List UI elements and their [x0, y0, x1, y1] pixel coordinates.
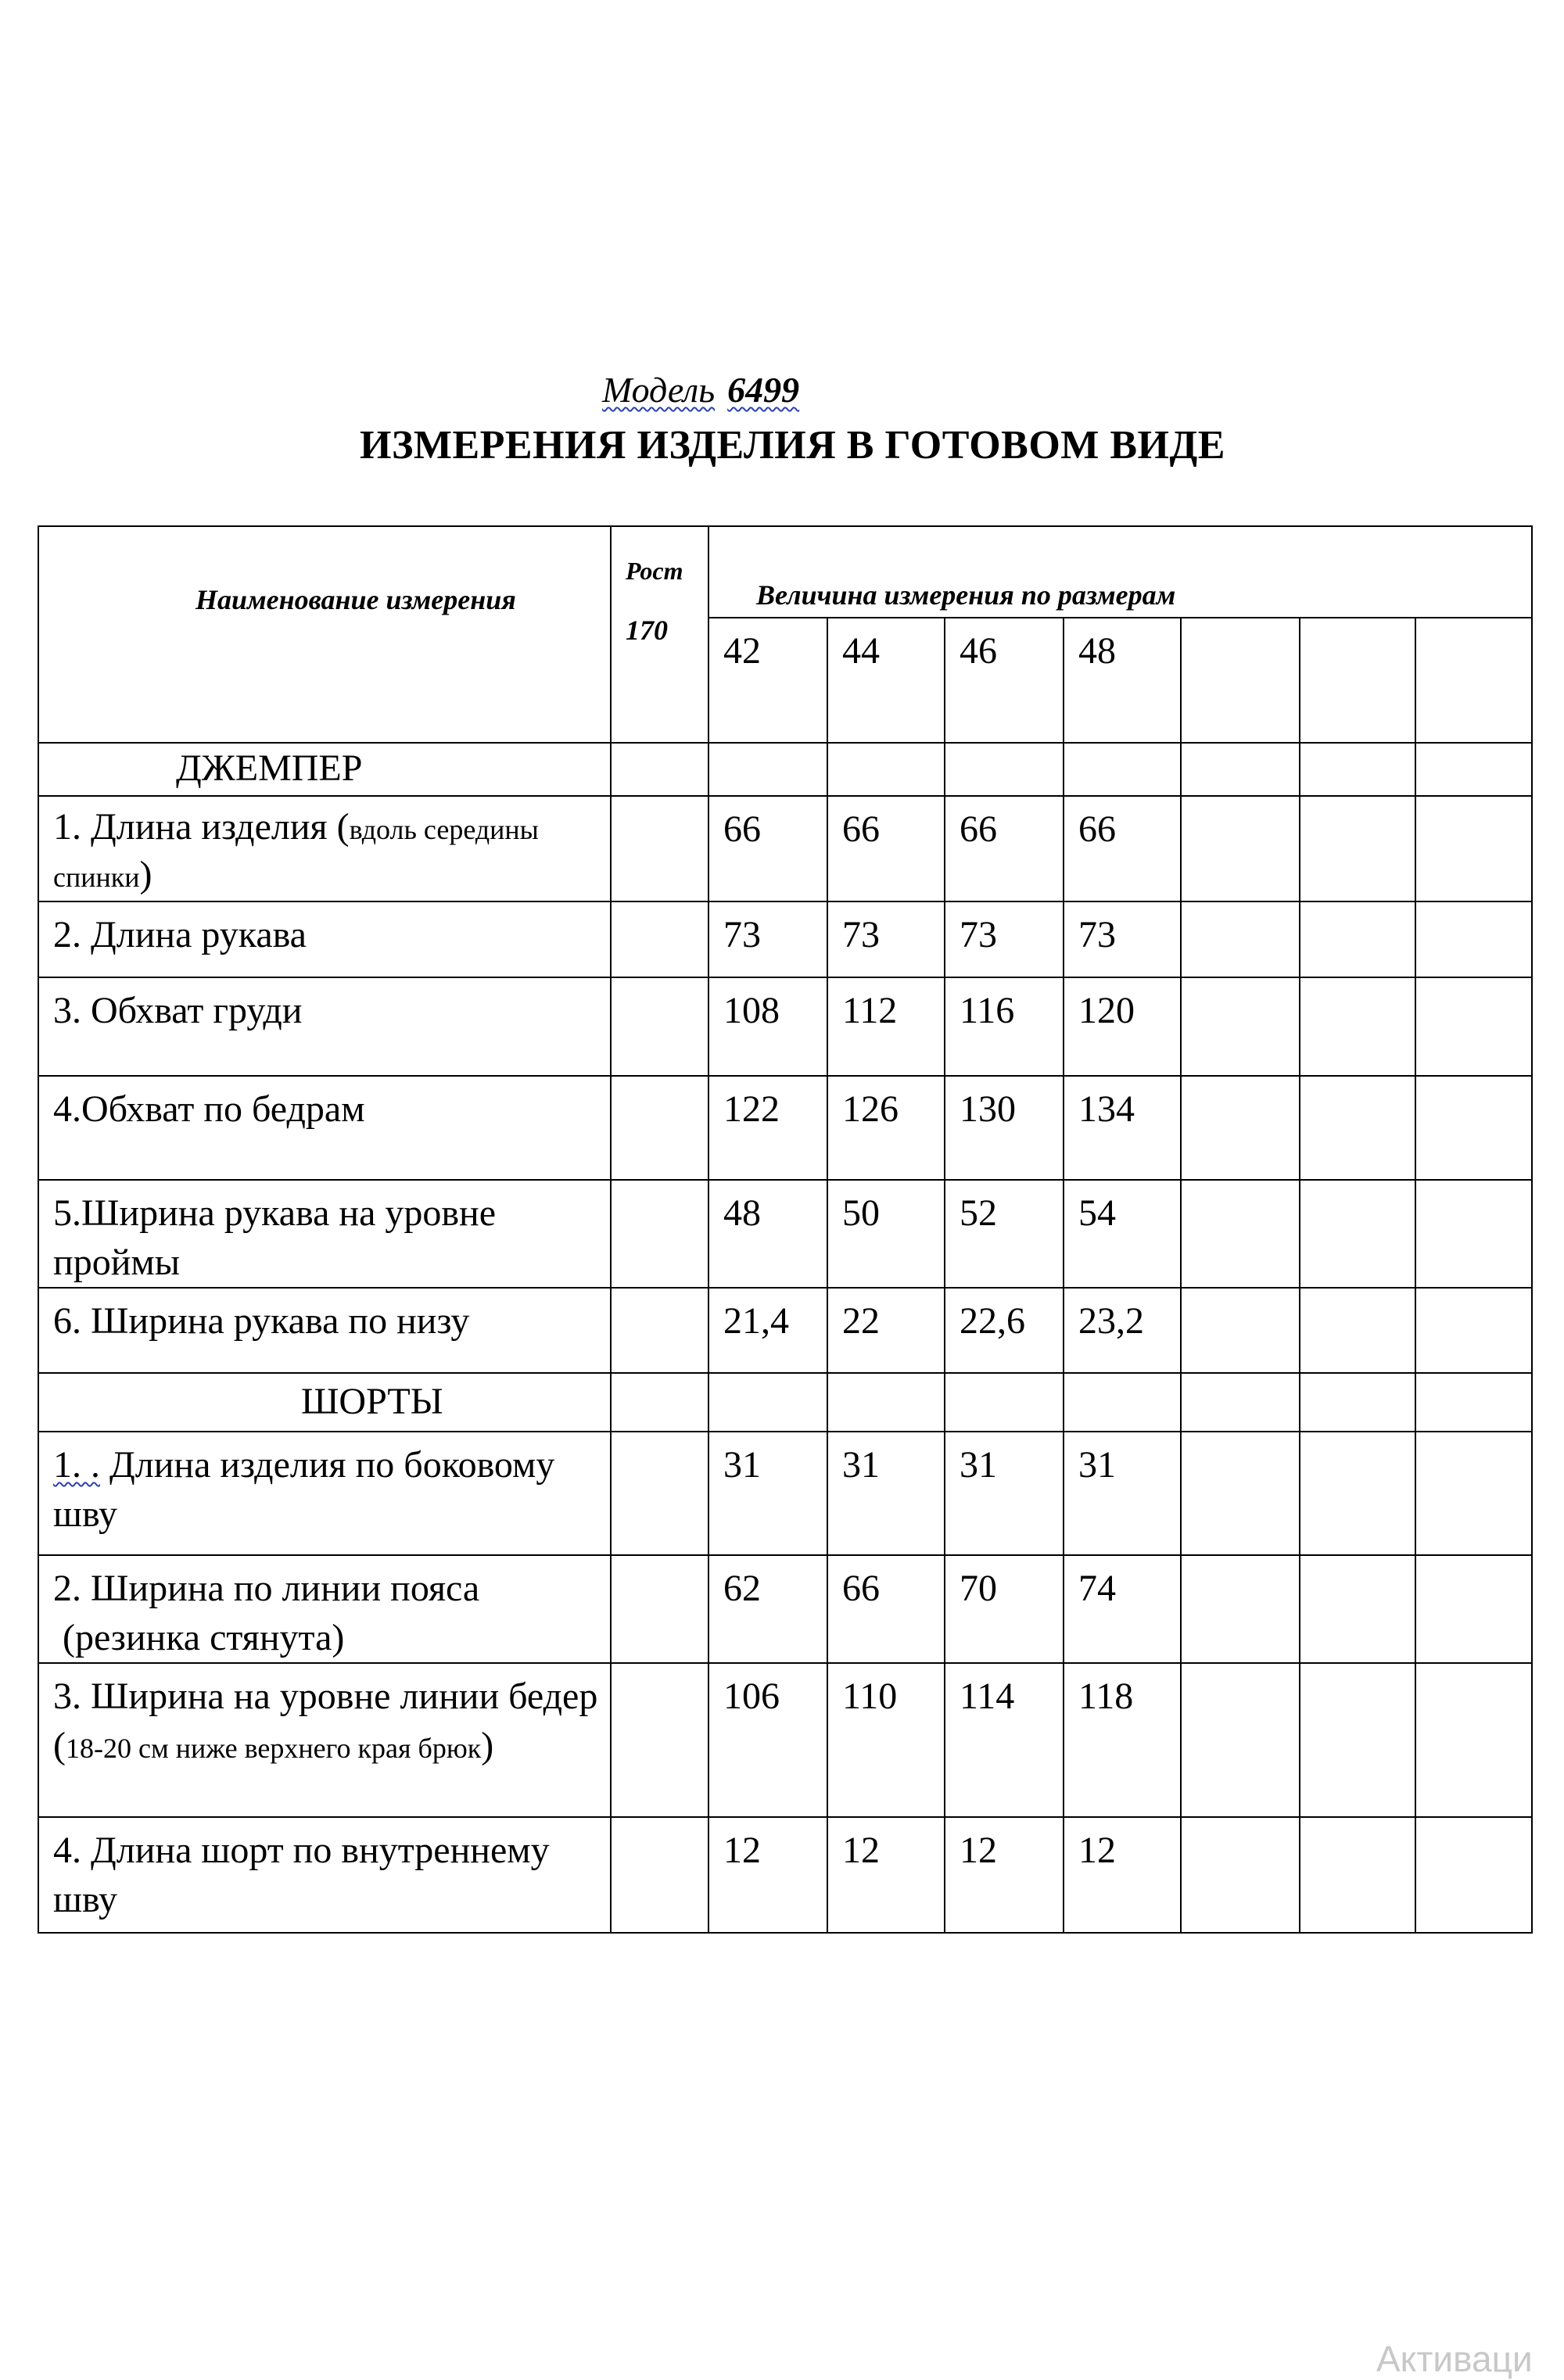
section-title-cell — [38, 1373, 611, 1432]
value-cell: 12 — [945, 1817, 1064, 1933]
table-row — [38, 901, 1532, 977]
value-cell: 130 — [945, 1076, 1064, 1180]
size-48: 48 — [1064, 618, 1181, 743]
table-row — [38, 1432, 1532, 1555]
sizes-header-cell — [708, 526, 1532, 618]
value-cell: 120 — [1064, 977, 1181, 1076]
value-cell: 118 — [1064, 1663, 1181, 1817]
height-header-cell — [611, 526, 708, 743]
value-cell: 126 — [827, 1076, 945, 1180]
measurement-name: 4. Длина шорт по внутреннему шву — [38, 1817, 611, 1933]
value-cell: 66 — [945, 796, 1064, 901]
value-cell: 12 — [827, 1817, 945, 1933]
value-cell: 73 — [1064, 901, 1181, 977]
value-cell: 110 — [827, 1663, 945, 1817]
value-cell: 73 — [945, 901, 1064, 977]
value-cell: 70 — [945, 1555, 1064, 1663]
value-cell: 22 — [827, 1288, 945, 1373]
measurement-note-end: ) — [481, 1725, 494, 1766]
measurements-table — [38, 525, 1533, 1934]
value-cell: 112 — [827, 977, 945, 1076]
measurement-note-end: ) — [139, 854, 152, 895]
measurement-name: 6. Ширина рукава по низу — [38, 1288, 611, 1373]
section-title-shorts: ШОРТЫ — [301, 1381, 443, 1422]
value-cell: 116 — [945, 977, 1064, 1076]
table-row — [38, 977, 1532, 1076]
section-title-jumper: ДЖЕМПЕР — [176, 747, 363, 789]
value-cell: 66 — [827, 796, 945, 901]
value-cell: 12 — [708, 1817, 827, 1933]
size-44: 44 — [827, 618, 945, 743]
size-42: 42 — [708, 618, 827, 743]
measurement-name-text: 2. Ширина по линии пояса — [53, 1568, 480, 1609]
table-row — [38, 1663, 1532, 1817]
value-cell: 66 — [708, 796, 827, 901]
empty-cell — [1415, 618, 1532, 743]
height-label: Рост — [626, 557, 683, 585]
measurement-name: 5.Ширина рукава на уровне проймы — [38, 1180, 611, 1288]
measurement-name — [38, 796, 611, 901]
value-cell: 12 — [1064, 1817, 1181, 1933]
table-row — [38, 1817, 1532, 1933]
value-cell: 31 — [708, 1432, 827, 1555]
value-cell: 31 — [1064, 1432, 1181, 1555]
section-row — [38, 743, 1532, 796]
table-row — [38, 1180, 1532, 1288]
measurement-name-header: Наименование измерения — [196, 584, 516, 615]
measurement-name: 3. Обхват груди — [38, 977, 611, 1076]
value-cell: 122 — [708, 1076, 827, 1180]
measurement-name: 2. Длина рукава — [38, 901, 611, 977]
header-row — [38, 526, 1532, 618]
measurement-name-text: Длина изделия по боковому шву — [53, 1444, 555, 1535]
value-cell: 108 — [708, 977, 827, 1076]
value-cell: 52 — [945, 1180, 1064, 1288]
measurement-name — [38, 1663, 611, 1817]
empty-cell — [1181, 618, 1300, 743]
value-cell: 73 — [708, 901, 827, 977]
measurement-name-header-cell — [38, 526, 611, 743]
model-line — [602, 369, 799, 410]
measurement-name: 4.Обхват по бедрам — [38, 1076, 611, 1180]
value-cell: 54 — [1064, 1180, 1181, 1288]
value-cell: 21,4 — [708, 1288, 827, 1373]
value-cell: 31 — [827, 1432, 945, 1555]
value-cell: 48 — [708, 1180, 827, 1288]
table-row — [38, 1555, 1532, 1663]
empty-cell — [1300, 618, 1415, 743]
value-cell: 66 — [1064, 796, 1181, 901]
size-46: 46 — [945, 618, 1064, 743]
table-row — [38, 1076, 1532, 1180]
measurement-name-text: 1. Длина изделия ( — [53, 806, 350, 848]
value-cell: 66 — [827, 1555, 945, 1663]
measurement-prefix: 1. . — [53, 1444, 100, 1486]
document-title: ИЗМЕРЕНИЯ ИЗДЕЛИЯ В ГОТОВОМ ВИДЕ — [360, 423, 1225, 468]
value-cell: 106 — [708, 1663, 827, 1817]
table-row — [38, 796, 1532, 901]
height-value: 170 — [626, 615, 668, 646]
model-label: Модель — [602, 370, 716, 410]
measurement-name-text: 3. Ширина на уровне линии бедер ( — [53, 1676, 598, 1766]
value-cell: 22,6 — [945, 1288, 1064, 1373]
value-cell: 134 — [1064, 1076, 1181, 1180]
activation-watermark: Активаци — [1376, 2339, 1533, 2379]
model-number: 6499 — [727, 370, 800, 410]
measurement-note: 18-20 см ниже верхнего края брюк — [65, 1733, 482, 1764]
value-cell: 31 — [945, 1432, 1064, 1555]
value-cell: 23,2 — [1064, 1288, 1181, 1373]
value-cell: 74 — [1064, 1555, 1181, 1663]
value-cell: 114 — [945, 1663, 1064, 1817]
value-cell: 73 — [827, 901, 945, 977]
value-cell: 62 — [708, 1555, 827, 1663]
section-title-cell — [38, 743, 611, 796]
value-cell: 50 — [827, 1180, 945, 1288]
section-row — [38, 1373, 1532, 1432]
measurement-name — [38, 1555, 611, 1663]
measurement-name-line2: (резинка стянута) — [53, 1617, 345, 1658]
measurement-name — [38, 1432, 611, 1555]
measurement-note: вдоль середины спинки — [53, 814, 539, 893]
table-row — [38, 1288, 1532, 1373]
sizes-header: Величина измерения по размерам — [756, 579, 1176, 611]
